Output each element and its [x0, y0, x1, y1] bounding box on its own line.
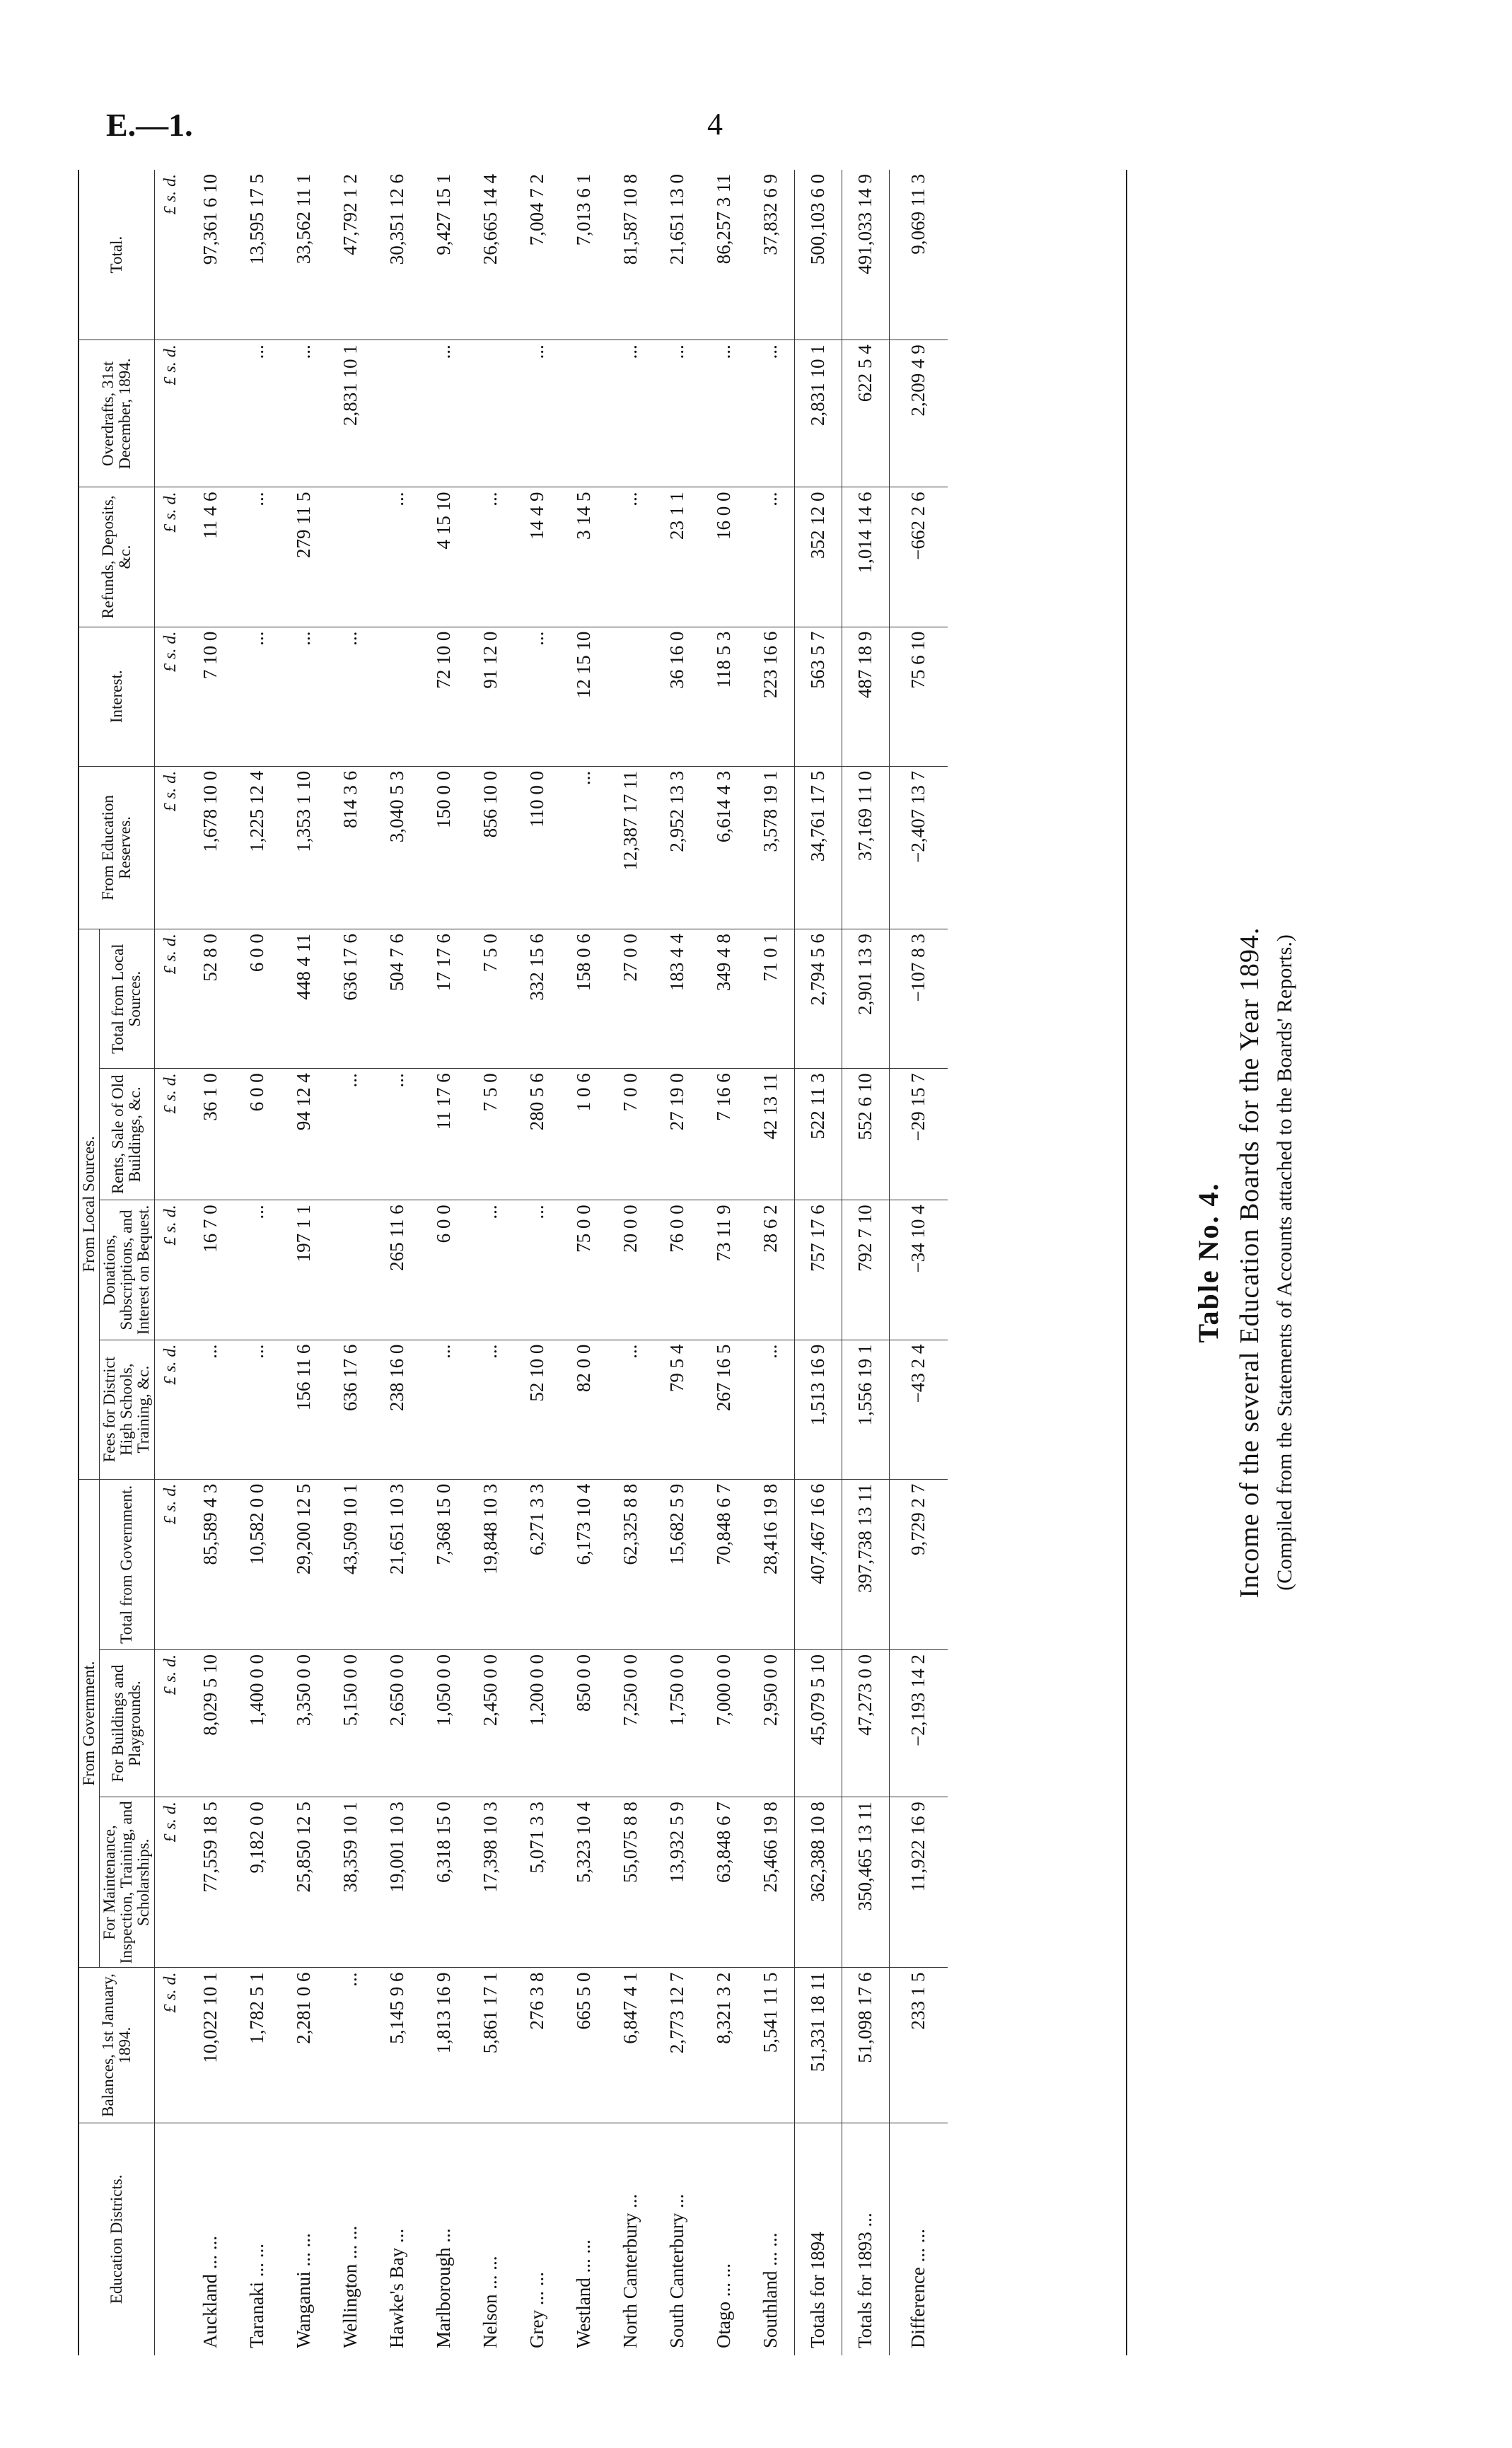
value-cell-total: 9,069 11 3	[889, 170, 948, 340]
value-cell-rents: 94 12 4	[281, 1069, 327, 1200]
district-cell: Marlborough ...	[433, 2228, 455, 2348]
value-cell-don: 792 7 10	[842, 1200, 889, 1340]
value-cell-total: 37,832 6 9	[748, 170, 795, 340]
value-cell-tgov: 7,368 15 0	[421, 1479, 467, 1649]
value-cell-maint: 19,001 10 3	[374, 1797, 421, 1968]
value-cell-int: ...	[514, 627, 561, 766]
col-interest-header: Interest.	[79, 627, 154, 766]
value-cell-ref: 23 1 1	[654, 487, 701, 627]
value-cell-fees: 1,556 19 1	[842, 1340, 889, 1479]
value-cell-maint: 25,850 12 5	[281, 1797, 327, 1968]
units-cell: £ s. d.	[154, 929, 187, 1069]
value-cell-total: 491,033 14 9	[842, 170, 889, 340]
col-total-header: Total.	[79, 170, 154, 340]
value-cell-don: 16 7 0	[187, 1200, 234, 1340]
value-cell-int: 75 6 10	[889, 627, 948, 766]
value-cell-tloc: 71 0 1	[748, 929, 795, 1069]
value-cell-ovd: ...	[514, 340, 561, 487]
units-cell: £ s. d.	[154, 487, 187, 627]
value-cell-int: 223 16 6	[748, 627, 795, 766]
district-cell: Auckland ... ...	[199, 2236, 221, 2348]
value-cell-ovd: ...	[421, 340, 467, 487]
value-cell-fees: 156 11 6	[281, 1340, 327, 1479]
value-cell-ref: ...	[748, 487, 795, 627]
value-cell-maint: 55,075 8 8	[607, 1797, 654, 1968]
value-cell-tloc: 448 4 11	[281, 929, 327, 1069]
value-cell-rents: 1 0 6	[561, 1069, 607, 1200]
units-cell: £ s. d.	[154, 766, 187, 929]
table-body	[154, 170, 948, 2355]
col-maintenance-header: For Maintenance, Inspection, Training, and Scholarships.	[100, 1797, 154, 1968]
value-cell-rents: ...	[374, 1069, 421, 1200]
table-row	[654, 170, 701, 2355]
value-cell-total: 9,427 15 1	[421, 170, 467, 340]
value-cell-build: 7,000 0 0	[701, 1650, 748, 1797]
district-cell: Totals for 1894	[794, 2123, 842, 2355]
value-cell-tgov: 9,729 2 7	[889, 1479, 948, 1649]
value-cell-int: ...	[281, 627, 327, 766]
table-row	[234, 170, 281, 2355]
value-cell-tloc: 636 17 6	[327, 929, 374, 1069]
value-cell-tgov: 19,848 10 3	[467, 1479, 514, 1649]
value-cell-tgov: 43,509 10 1	[327, 1479, 374, 1649]
value-cell-bal: 1,782 5 1	[234, 1968, 281, 2123]
value-cell-int: ...	[234, 627, 281, 766]
value-cell-maint: 17,398 10 3	[467, 1797, 514, 1968]
district-cell: Grey ... ...	[526, 2272, 548, 2348]
income-table-grid	[79, 170, 948, 2355]
value-cell-don: 76 0 0	[654, 1200, 701, 1340]
value-cell-bal: 5,861 17 1	[467, 1968, 514, 2123]
value-cell-build: 2,950 0 0	[748, 1650, 795, 1797]
value-cell-ovd	[187, 340, 234, 487]
value-cell-fees: 238 16 0	[374, 1340, 421, 1479]
value-cell-fees: 82 0 0	[561, 1340, 607, 1479]
value-cell-ref: 279 11 5	[281, 487, 327, 627]
value-cell-ref: −662 2 6	[889, 487, 948, 627]
value-cell-rents: ...	[327, 1069, 374, 1200]
value-cell-int: 487 18 9	[842, 627, 889, 766]
units-cell: £ s. d.	[154, 1200, 187, 1340]
value-cell-don	[327, 1200, 374, 1340]
value-cell-maint: 25,466 19 8	[748, 1797, 795, 1968]
value-cell-build: 5,150 0 0	[327, 1650, 374, 1797]
value-cell-build: 7,250 0 0	[607, 1650, 654, 1797]
units-cell: £ s. d.	[154, 1069, 187, 1200]
value-cell-maint: 63,848 6 7	[701, 1797, 748, 1968]
value-cell-total: 33,562 11 1	[281, 170, 327, 340]
value-cell-ovd: ...	[607, 340, 654, 487]
value-cell-res: 2,952 13 3	[654, 766, 701, 929]
value-cell-don: −34 10 4	[889, 1200, 948, 1340]
district-cell: Totals for 1893 ...	[842, 2123, 889, 2355]
value-cell-rents: 7 0 0	[607, 1069, 654, 1200]
value-cell-build: 1,050 0 0	[421, 1650, 467, 1797]
value-cell-maint: 350,465 13 11	[842, 1797, 889, 1968]
value-cell-rents: −29 15 7	[889, 1069, 948, 1200]
table-row	[374, 170, 421, 2355]
table-row	[327, 170, 374, 2355]
value-cell-tloc: 2,901 13 9	[842, 929, 889, 1069]
value-cell-res: 1,353 1 10	[281, 766, 327, 929]
value-cell-total: 47,792 1 2	[327, 170, 374, 340]
value-cell-ovd: 622 5 4	[842, 340, 889, 487]
value-cell-res: ...	[561, 766, 607, 929]
value-cell-total: 97,361 6 10	[187, 170, 234, 340]
value-cell-ref: ...	[374, 487, 421, 627]
value-cell-int: 72 10 0	[421, 627, 467, 766]
value-cell-bal: 2,773 12 7	[654, 1968, 701, 2123]
value-cell-total: 500,103 6 0	[794, 170, 842, 340]
value-cell-ovd: ...	[281, 340, 327, 487]
value-cell-tloc: −107 8 3	[889, 929, 948, 1069]
value-cell-ref: ...	[234, 487, 281, 627]
table-row	[701, 170, 748, 2355]
table-row	[187, 170, 234, 2355]
value-cell-bal: 5,145 9 6	[374, 1968, 421, 2123]
value-cell-res: 1,678 10 0	[187, 766, 234, 929]
value-cell-tloc: 332 15 6	[514, 929, 561, 1069]
table-subtitle: (Compiled from the Statements of Accounts attached to the Boards' Reports.)	[1273, 934, 1296, 1591]
value-cell-fees: ...	[607, 1340, 654, 1479]
value-cell-build: 1,400 0 0	[234, 1650, 281, 1797]
totals-row	[889, 170, 948, 2355]
value-cell-total: 26,665 14 4	[467, 170, 514, 340]
value-cell-bal: 8,321 3 2	[701, 1968, 748, 2123]
value-cell-rents: 280 5 6	[514, 1069, 561, 1200]
value-cell-tgov: 397,738 13 11	[842, 1479, 889, 1649]
units-cell: £ s. d.	[154, 1968, 187, 2123]
value-cell-don: ...	[467, 1200, 514, 1340]
value-cell-tgov: 85,589 4 3	[187, 1479, 234, 1649]
value-cell-tloc: 6 0 0	[234, 929, 281, 1069]
value-cell-maint: 6,318 15 0	[421, 1797, 467, 1968]
value-cell-total: 7,013 6 1	[561, 170, 607, 340]
units-cell: £ s. d.	[154, 627, 187, 766]
col-buildings-header: For Buildings and Playgrounds.	[100, 1650, 154, 1797]
value-cell-tloc: 52 8 0	[187, 929, 234, 1069]
col-total-gov-header: Total from Government.	[100, 1479, 154, 1649]
value-cell-ovd: ...	[654, 340, 701, 487]
value-cell-res: −2,407 13 7	[889, 766, 948, 929]
value-cell-ref: 14 4 9	[514, 487, 561, 627]
value-cell-ref: ...	[607, 487, 654, 627]
value-cell-ovd: 2,209 4 9	[889, 340, 948, 487]
value-cell-bal: 51,331 18 11	[794, 1968, 842, 2123]
value-cell-tloc: 7 5 0	[467, 929, 514, 1069]
page-section-label: E.—1.	[106, 107, 193, 143]
value-cell-maint: 9,182 0 0	[234, 1797, 281, 1968]
value-cell-tgov: 407,467 16 6	[794, 1479, 842, 1649]
value-cell-int: ...	[327, 627, 374, 766]
value-cell-ovd: ...	[701, 340, 748, 487]
district-cell: Wanganui ... ...	[293, 2233, 315, 2348]
value-cell-res: 150 0 0	[421, 766, 467, 929]
totals-row	[794, 170, 842, 2355]
value-cell-bal: 5,541 11 5	[748, 1968, 795, 2123]
value-cell-res: 3,040 5 3	[374, 766, 421, 929]
district-cell: North Canterbury ...	[620, 2193, 641, 2348]
value-cell-fees: ...	[748, 1340, 795, 1479]
value-cell-total: 13,595 17 5	[234, 170, 281, 340]
col-overdrafts-header: Overdrafts, 31st December, 1894.	[79, 340, 154, 487]
value-cell-don: 265 11 6	[374, 1200, 421, 1340]
value-cell-int	[374, 627, 421, 766]
value-cell-total: 30,351 12 6	[374, 170, 421, 340]
value-cell-tloc: 349 4 8	[701, 929, 748, 1069]
value-cell-build: 2,650 0 0	[374, 1650, 421, 1797]
value-cell-ref: 4 15 10	[421, 487, 467, 627]
value-cell-fees: ...	[421, 1340, 467, 1479]
value-cell-build: 850 0 0	[561, 1650, 607, 1797]
value-cell-fees: 267 16 5	[701, 1340, 748, 1479]
value-cell-build: 47,273 0 0	[842, 1650, 889, 1797]
value-cell-bal: ...	[327, 1968, 374, 2123]
value-cell-build: 45,079 5 10	[794, 1650, 842, 1797]
value-cell-don: ...	[514, 1200, 561, 1340]
value-cell-rents: 11 17 6	[421, 1069, 467, 1200]
value-cell-build: 8,029 5 10	[187, 1650, 234, 1797]
value-cell-rents: 7 16 6	[701, 1069, 748, 1200]
table-row	[514, 170, 561, 2355]
units-cell: £ s. d.	[154, 1797, 187, 1968]
col-donations-header: Donations, Subscriptions, and Interest on Bequest.	[100, 1200, 154, 1340]
value-cell-ref: 3 14 5	[561, 487, 607, 627]
value-cell-total: 7,004 7 2	[514, 170, 561, 340]
value-cell-fees: 52 10 0	[514, 1340, 561, 1479]
col-district-header: Education Districts.	[107, 2174, 125, 2304]
value-cell-build: 1,750 0 0	[654, 1650, 701, 1797]
value-cell-maint: 77,559 18 5	[187, 1797, 234, 1968]
value-cell-rents: 42 13 11	[748, 1069, 795, 1200]
value-cell-fees: 636 17 6	[327, 1340, 374, 1479]
value-cell-ref	[327, 487, 374, 627]
value-cell-res: 6,614 4 3	[701, 766, 748, 929]
value-cell-fees: −43 2 4	[889, 1340, 948, 1479]
value-cell-tgov: 6,173 10 4	[561, 1479, 607, 1649]
value-cell-maint: 5,071 3 3	[514, 1797, 561, 1968]
value-cell-res: 856 10 0	[467, 766, 514, 929]
value-cell-maint: 11,922 16 9	[889, 1797, 948, 1968]
value-cell-total: 86,257 3 11	[701, 170, 748, 340]
value-cell-ovd: 2,831 10 1	[327, 340, 374, 487]
value-cell-maint: 13,932 5 9	[654, 1797, 701, 1968]
value-cell-ovd	[374, 340, 421, 487]
value-cell-don: 197 1 1	[281, 1200, 327, 1340]
table-row	[607, 170, 654, 2355]
value-cell-rents: 36 1 0	[187, 1069, 234, 1200]
value-cell-bal: 1,813 16 9	[421, 1968, 467, 2123]
value-cell-don: 28 6 2	[748, 1200, 795, 1340]
district-cell: Southland ... ...	[760, 2232, 781, 2348]
district-cell: Taranaki ... ...	[246, 2243, 268, 2348]
value-cell-don: 20 0 0	[607, 1200, 654, 1340]
value-cell-rents: 522 11 3	[794, 1069, 842, 1200]
district-cell: Nelson ... ...	[479, 2256, 501, 2348]
value-cell-bal: 2,281 0 6	[281, 1968, 327, 2123]
value-cell-total: 81,587 10 8	[607, 170, 654, 340]
value-cell-bal: 51,098 17 6	[842, 1968, 889, 2123]
value-cell-ovd: ...	[748, 340, 795, 487]
value-cell-tgov: 21,651 10 3	[374, 1479, 421, 1649]
income-table	[78, 170, 1127, 2355]
value-cell-tloc: 27 0 0	[607, 929, 654, 1069]
value-cell-bal: 233 1 5	[889, 1968, 948, 2123]
value-cell-int	[607, 627, 654, 766]
value-cell-rents: 7 5 0	[467, 1069, 514, 1200]
value-cell-tloc: 183 4 4	[654, 929, 701, 1069]
rotated-table-sheet	[78, 170, 1322, 2355]
value-cell-tloc: 2,794 5 6	[794, 929, 842, 1069]
value-cell-don: 6 0 0	[421, 1200, 467, 1340]
value-cell-fees: ...	[187, 1340, 234, 1479]
district-cell: Otago ... ...	[713, 2263, 735, 2348]
units-cell: £ s. d.	[154, 1650, 187, 1797]
value-cell-ovd	[561, 340, 607, 487]
units-cell: £ s. d.	[154, 1479, 187, 1649]
value-cell-maint: 362,388 10 8	[794, 1797, 842, 1968]
units-cell: £ s. d.	[154, 170, 187, 340]
value-cell-bal: 665 5 0	[561, 1968, 607, 2123]
value-cell-rents: 552 6 10	[842, 1069, 889, 1200]
value-cell-int: 7 10 0	[187, 627, 234, 766]
value-cell-ref: 352 12 0	[794, 487, 842, 627]
col-balances-header: Balances, 1st January, 1894.	[79, 1968, 154, 2123]
value-cell-build: 2,450 0 0	[467, 1650, 514, 1797]
value-cell-fees: 79 5 4	[654, 1340, 701, 1479]
value-cell-res: 12,387 17 11	[607, 766, 654, 929]
value-cell-res: 34,761 17 5	[794, 766, 842, 929]
value-cell-tgov: 6,271 3 3	[514, 1479, 561, 1649]
value-cell-res: 1,225 12 4	[234, 766, 281, 929]
value-cell-ref: 1,014 14 6	[842, 487, 889, 627]
value-cell-maint: 5,323 10 4	[561, 1797, 607, 1968]
value-cell-tloc: 158 0 6	[561, 929, 607, 1069]
district-cell: Westland ... ...	[573, 2239, 595, 2348]
value-cell-rents: 27 19 0	[654, 1069, 701, 1200]
value-cell-res: 3,578 19 1	[748, 766, 795, 929]
value-cell-bal: 10,022 10 1	[187, 1968, 234, 2123]
value-cell-tgov: 70,848 6 7	[701, 1479, 748, 1649]
value-cell-tgov: 28,416 19 8	[748, 1479, 795, 1649]
col-refunds-header: Refunds, Deposits, &c.	[79, 487, 154, 627]
district-cell: Wellington ... ...	[339, 2225, 361, 2348]
value-cell-int: 563 5 7	[794, 627, 842, 766]
district-cell: Difference ... ...	[889, 2123, 948, 2355]
value-cell-res: 110 0 0	[514, 766, 561, 929]
table-row	[281, 170, 327, 2355]
value-cell-ovd: 2,831 10 1	[794, 340, 842, 487]
table-row	[467, 170, 514, 2355]
value-cell-fees: ...	[234, 1340, 281, 1479]
value-cell-tloc: 17 17 6	[421, 929, 467, 1069]
value-cell-bal: 276 3 8	[514, 1968, 561, 2123]
table-row	[421, 170, 467, 2355]
units-cell: £ s. d.	[154, 1340, 187, 1479]
value-cell-bal: 6,847 4 1	[607, 1968, 654, 2123]
value-cell-res: 814 3 6	[327, 766, 374, 929]
value-cell-total: 21,651 13 0	[654, 170, 701, 340]
table-number: Table No. 4.	[1192, 1182, 1224, 1343]
value-cell-ref: ...	[467, 487, 514, 627]
district-cell: Hawke's Bay ...	[386, 2228, 408, 2348]
value-cell-ref: 11 4 6	[187, 487, 234, 627]
value-cell-fees: 1,513 16 9	[794, 1340, 842, 1479]
value-cell-don: 757 17 6	[794, 1200, 842, 1340]
value-cell-build: 3,350 0 0	[281, 1650, 327, 1797]
value-cell-tgov: 29,200 12 5	[281, 1479, 327, 1649]
value-cell-tloc: 504 7 6	[374, 929, 421, 1069]
value-cell-fees: ...	[467, 1340, 514, 1479]
col-rents-header: Rents, Sale of Old Buildings, &c.	[100, 1069, 154, 1200]
col-fees-header: Fees for District High Schools, Training, &c.	[100, 1340, 154, 1479]
units-row	[154, 170, 187, 2355]
value-cell-ovd	[467, 340, 514, 487]
col-reserves-header: From Education Reserves.	[79, 766, 154, 929]
value-cell-tgov: 10,582 0 0	[234, 1479, 281, 1649]
value-cell-maint: 38,359 10 1	[327, 1797, 374, 1968]
value-cell-res: 37,169 11 0	[842, 766, 889, 929]
value-cell-rents: 6 0 0	[234, 1069, 281, 1200]
value-cell-tgov: 15,682 5 9	[654, 1479, 701, 1649]
value-cell-int: 91 12 0	[467, 627, 514, 766]
value-cell-int: 118 5 3	[701, 627, 748, 766]
value-cell-int: 12 15 10	[561, 627, 607, 766]
col-total-local-header: Total from Local Sources.	[100, 929, 154, 1069]
group-local-header: From Local Sources.	[79, 929, 100, 1480]
value-cell-int: 36 16 0	[654, 627, 701, 766]
value-cell-tgov: 62,325 8 8	[607, 1479, 654, 1649]
table-title: Income of the several Education Boards for the Year 1894.	[1235, 927, 1264, 1599]
group-government-header: From Government.	[79, 1479, 100, 1968]
value-cell-don: ...	[234, 1200, 281, 1340]
value-cell-don: 75 0 0	[561, 1200, 607, 1340]
units-cell: £ s. d.	[154, 340, 187, 487]
value-cell-ovd: ...	[234, 340, 281, 487]
value-cell-don: 73 11 9	[701, 1200, 748, 1340]
table-row	[561, 170, 607, 2355]
value-cell-ref: 16 0 0	[701, 487, 748, 627]
value-cell-build: 1,200 0 0	[514, 1650, 561, 1797]
value-cell-build: −2,193 14 2	[889, 1650, 948, 1797]
page-number: 4	[707, 107, 723, 141]
table-row	[748, 170, 795, 2355]
totals-row	[842, 170, 889, 2355]
district-cell: South Canterbury ...	[666, 2193, 688, 2348]
